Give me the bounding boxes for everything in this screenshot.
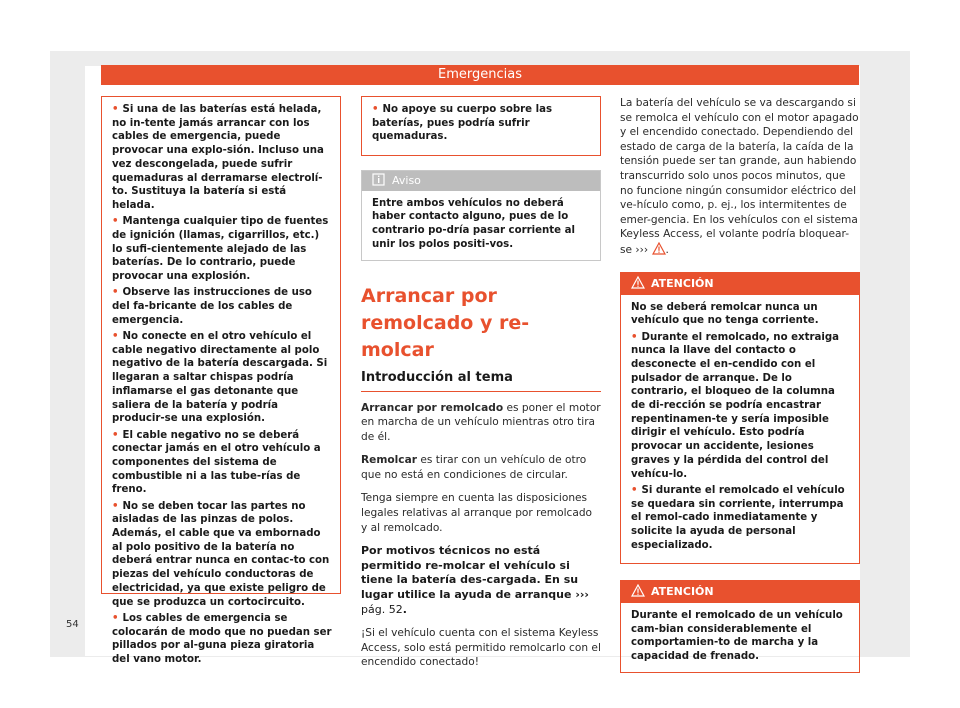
- warning-triangle-icon: [631, 276, 645, 289]
- bullet-icon: •: [112, 331, 119, 343]
- paragraph-text: Por motivos técnicos no está permitido re-molcar el vehículo si tiene la batería des-cargada. En su lugar utilice la ayuda de arranque: [361, 544, 579, 602]
- page-reference-link[interactable]: pág. 52: [361, 602, 403, 616]
- warning-bullet-list: [372, 103, 592, 144]
- bullet-icon: •: [631, 484, 638, 496]
- paragraph-definition-1: [361, 401, 601, 445]
- page-number: 54: [66, 619, 79, 630]
- list-item: • Durante el remolcado, no extraiga nunca la llave del contacto o desconecte el en-cendido con el pulsador de arranque. De lo contrario, el bloqueo de la columna de di-rección se podría encastrar repentinamen-te y sería imposible dirigir el vehículo. Esto podría provocar un accidente, lesiones graves y la pérdida del control del vehícu-lo.: [631, 331, 840, 480]
- warning-triangle-icon[interactable]: [652, 242, 666, 255]
- bullet-icon: •: [112, 104, 119, 115]
- attention-title: ATENCIÓN: [651, 276, 714, 290]
- paragraph-battery-discharge: [620, 96, 860, 258]
- info-icon: [372, 173, 386, 186]
- bullet-icon: •: [112, 612, 119, 624]
- punctuation: .: [665, 243, 669, 256]
- paragraph-technical: [361, 544, 601, 617]
- warning-box-attention-2: [620, 580, 860, 673]
- list-item: • No apoye su cuerpo sobre las baterías, pues podría sufrir quemaduras.: [372, 104, 553, 143]
- bullet-icon: •: [112, 287, 119, 299]
- list-item: • Los cables de emergencia se colocarán de modo que no puedan ser pillados por al-guna pieza giratoria del vano motor.: [112, 612, 332, 665]
- attention-header: [621, 273, 859, 295]
- paragraph-keyless: ¡Si el vehículo cuenta con el sistema Keyless Access, solo está permitido remolcarlo con el encendido conectado!: [361, 627, 601, 669]
- paragraph-legal: Tenga siempre en cuenta las disposiciones legales relativas al arranque por remolcado y al remolcado.: [361, 492, 593, 534]
- notice-box: [361, 170, 601, 261]
- definition: es tirar con un vehículo de otro que no está en condiciones de circular.: [361, 454, 587, 481]
- warning-bullet-list: [112, 103, 332, 667]
- warning-box-attention-1: [620, 272, 860, 564]
- list-item: • Mantenga cualquier tipo de fuentes de ignición (llamas, cigarrillos, etc.) lo sufi-cientemente alejado de las baterías. De lo contrario, puede provocar una explosión.: [112, 216, 329, 283]
- bullet-icon: •: [372, 104, 379, 115]
- section-title: Arrancar por remolcado y re-molcar: [361, 284, 530, 361]
- list-item: • Si durante el remolcado el vehículo se quedara sin corriente, interrumpa el remol-cado inmediatamente y solicite la ayuda de personal especializado.: [631, 484, 845, 551]
- attention-body: Durante el remolcado de un vehículo cam-bian considerablemente el comportamien-to de marcha y la capacidad de frenado.: [631, 609, 843, 663]
- attention-header: [621, 581, 859, 603]
- punctuation: .: [402, 602, 407, 616]
- paragraph-text: La batería del vehículo se va descargando si se remolca el vehículo con el motor apagado y el encendido conectado. Dependiendo del estado de carga de la batería, la caída de la tensión puede ser tan grande, aun habiendo transcurrido solo unos pocos minutos, que no funcione ningún consumidor eléctrico del ve-hículo como, p. ej., los intermitentes de emer-gencia. En los vehículos con el sistema Keyless Access, el volante podría bloquear-se: [620, 97, 859, 256]
- list-item: • No se deben tocar las partes no aisladas de las pinzas de polos. Además, el cable que va embornado al polo positivo de la batería no deberá entrar nunca en contac-to con piezas del vehículo conductoras de electricidad, ya que existe peligro de que se produzca un cortocircuito.: [112, 500, 330, 608]
- definition: es poner el motor en marcha de un vehículo mientras otro tira de él.: [361, 401, 601, 443]
- notice-body: Entre ambos vehículos no deberá haber contacto alguno, pues de lo contrario po-dría pasar corriente al unir los polos positi-vos.: [372, 197, 575, 250]
- bullet-icon: •: [631, 331, 638, 343]
- attention-body: [621, 295, 859, 563]
- warning-triangle-icon: [631, 584, 645, 597]
- bullet-icon: •: [112, 429, 119, 441]
- attention-title: ATENCIÓN: [651, 584, 714, 598]
- list-item: • Si una de las baterías está helada, no in-tente jamás arrancar con los cables de emergencia, puede provocar una explo-sión. Incluso una vez descongelada, puede sufrir quemaduras al derramarse electrolí-to. Sustituya la batería si está helada.: [112, 104, 324, 211]
- warning-box-continued: [361, 96, 601, 156]
- reference-arrows: ›››: [575, 588, 589, 602]
- list-item: • El cable negativo no se deberá conectar jamás en el otro vehículo a componentes del sistema de combustible ni a las tube-rías de freno.: [112, 429, 321, 496]
- notice-header: Aviso: [362, 171, 600, 191]
- term: Remolcar: [361, 454, 417, 467]
- column-3: [620, 96, 860, 673]
- bullet-icon: •: [112, 216, 119, 228]
- attention-intro: No se deberá remolcar nunca un vehículo que no tenga corriente.: [631, 301, 819, 327]
- reference-arrows: ›››: [635, 243, 649, 256]
- list-item: • Observe las instrucciones de uso del fa-bricante de los cables de emergencia.: [112, 287, 312, 326]
- column-2: [361, 96, 601, 670]
- bullet-icon: •: [112, 500, 119, 512]
- list-item: • No conecte en el otro vehículo el cable negativo directamente al polo negativo de la batería descargada. Si llegaran a saltar chispas podría inflamarse el gas detonante que saliera de la batería y podría producir-se una explosión.: [112, 331, 328, 425]
- subsection-title: Introducción al tema: [361, 370, 601, 392]
- warning-box-battery: [101, 96, 341, 665]
- chapter-header: Emergencias: [101, 65, 859, 85]
- term: Arrancar por remolcado: [361, 401, 504, 414]
- paragraph-definition-2: [361, 453, 601, 482]
